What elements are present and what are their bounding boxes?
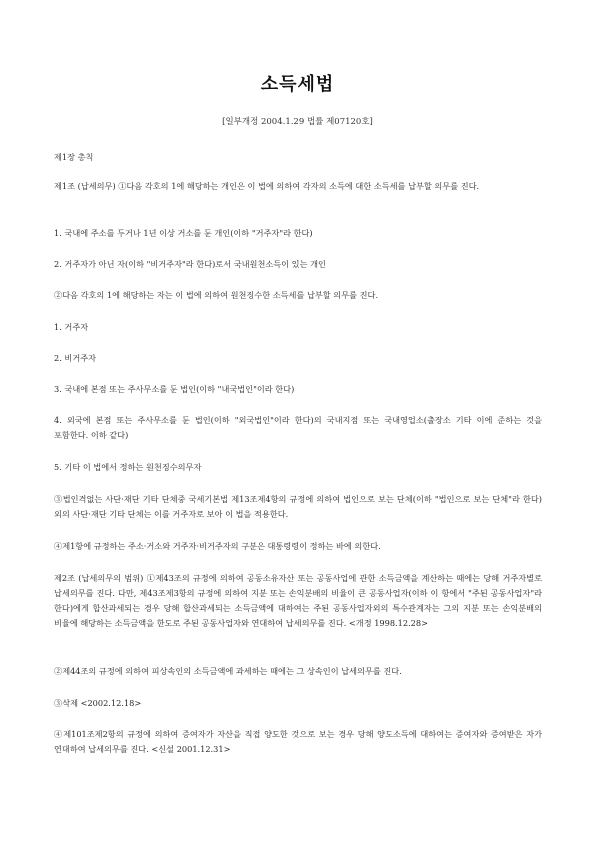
article-paragraph: 5. 기타 이 법에서 정하는 원천징수의무자	[54, 462, 202, 472]
document-title: 소득세법	[260, 74, 335, 95]
article-paragraph: 제2조 (납세의무의 범위) ①제43조의 규정에 의하여 공동소유자산 또는 공동사업에 관한 소득금액을 계산하는 때에는 당해 거주자별로 납세의무를 진다. 다만, 제43조제3항의 규정에 의하여 지분 또는 손익분배의 비율이 큰 공동사업자(이하 이 항에서 "주된 공동사업자"라 한다)에게 합산과세되는 경우 당해 합산과세되는 소득금액에 대하여는 주된 공동사업자외의 특수관계자는 그의 지분 또는 손익분배의 비율에 해당하는 소득금액을 한도로 주된 공동사업자와 연대하여 납세의무를 진다. <개정 1998.12.28>	[54, 573, 542, 628]
article-paragraph: 3. 국내에 본점 또는 주사무소를 둔 법인(이하 "내국법인"이라 한다)	[54, 384, 295, 394]
article-paragraph: 1. 거주자	[54, 322, 89, 332]
article-paragraph: 4. 외국에 본점 또는 주사무소를 둔 법인(이하 "외국법인"이라 한다)의 국내지점 또는 국내영업소(출장소 기타 이에 준하는 것을 포함한다. 이하 같다)	[54, 415, 542, 440]
article-paragraph: ③삭제 <2002.12.18>	[54, 698, 142, 708]
article-paragraph: 2. 비거주자	[54, 353, 97, 363]
article-paragraph: ③법인격없는 사단·재단 기타 단체중 국세기본법 제13조제4항의 규정에 의하여 법인으로 보는 단체(이하 "법인으로 보는 단체"라 한다)외의 사단·재단 기타 단체는 이를 거주자로 보아 이 법을 적용한다.	[54, 494, 542, 519]
article-paragraph: 제1조 (납세의무) ①다음 각호의 1에 해당하는 개인은 이 법에 의하여 각자의 소득에 대한 소득세를 납부할 의무를 진다.	[54, 181, 480, 191]
article-paragraph: ④제1항에 규정하는 주소·거소와 거주자·비거주자의 구분은 대통령령이 정하는 바에 의한다.	[54, 541, 381, 551]
amendment-note: [일부개정 2004.1.29 법률 제07120호]	[222, 117, 373, 127]
chapter-heading: 제1장 총칙	[54, 152, 94, 162]
article-paragraph: 2. 거주자가 아닌 자(이하 "비거주자"라 한다)로서 국내원천소득이 있는 개인	[54, 259, 326, 269]
article-paragraph: ②제44조의 규정에 의하여 피상속인의 소득금액에 과세하는 때에는 그 상속인이 납세의무를 진다.	[54, 666, 402, 676]
article-paragraph: ④제101조제2항의 규정에 의하여 증여자가 자산을 직접 양도한 것으로 보는 경우 당해 양도소득에 대하여는 증여자와 증여받은 자가 연대하여 납세의무를 진다. <신설 2001.12.31>	[54, 729, 542, 754]
article-paragraph: 1. 국내에 주소를 두거나 1년 이상 거소를 둔 개인(이하 "거주자"라 한다)	[54, 228, 313, 238]
article-paragraph: ②다음 각호의 1에 해당하는 자는 이 법에 의하여 원천징수한 소득세를 납부할 의무를 진다.	[54, 290, 379, 300]
